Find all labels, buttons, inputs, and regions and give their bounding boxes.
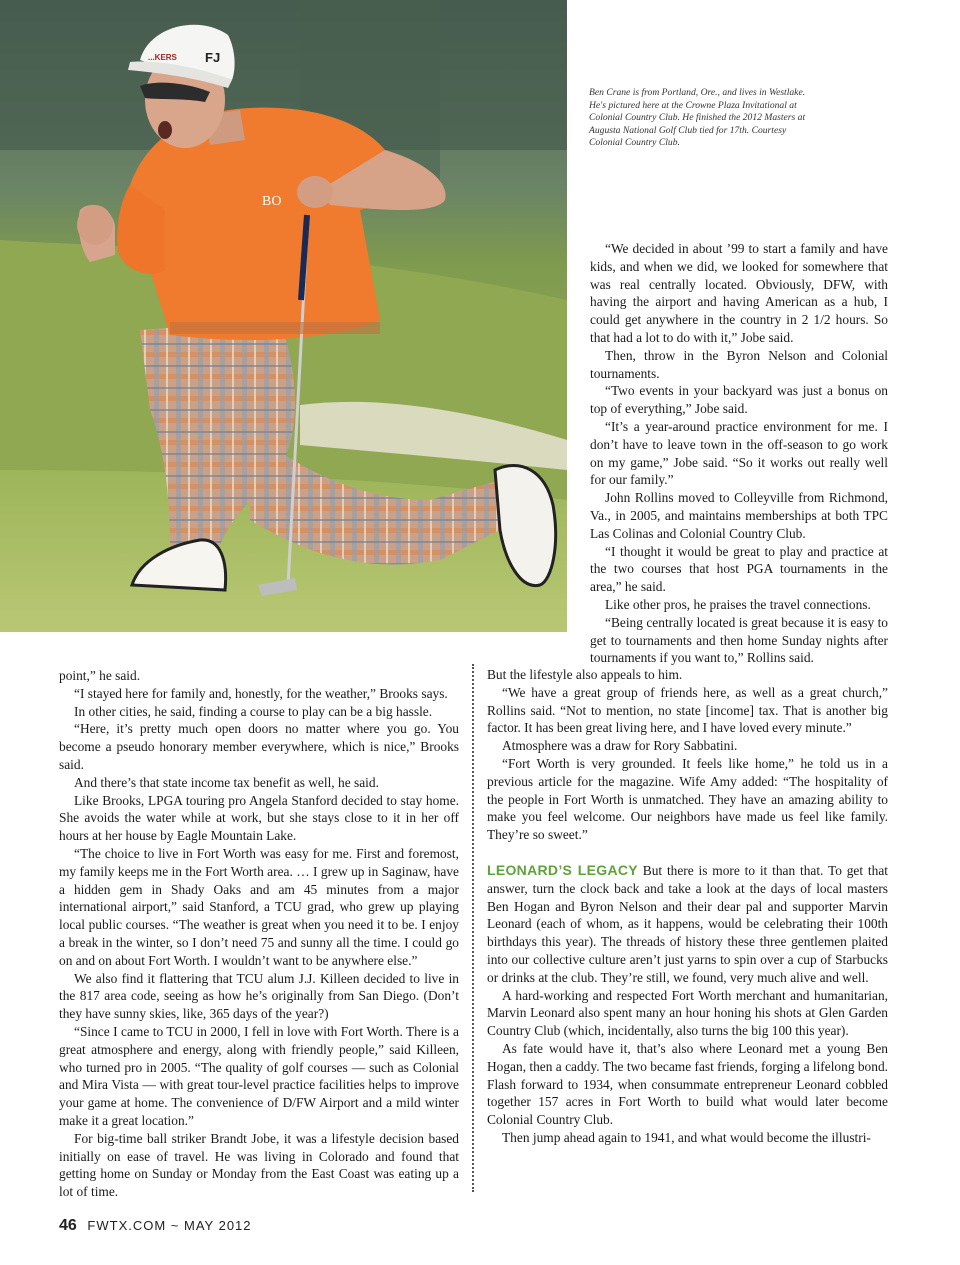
paragraph: We also find it flattering that TCU alum J.J. Killeen decided to live in the 817 area code, seeing as how he’s originally from San Diego. (Don’t they have sunny skies, like, 365 days of the year?) — [59, 970, 459, 1022]
paragraph: “We decided in about ’99 to start a family and have kids, and when we did, we looked for somewhere that was real centrally located. Obviously, DFW, with having the airport and having American as a hub, I could get anywhere in the country in 2 1/2 hours. So that had a lot to do with it,” Jobe said. — [590, 241, 888, 345]
right-column-top — [590, 240, 888, 667]
right-column-bottom — [487, 666, 888, 1147]
golfer-photo — [0, 0, 567, 632]
publication-line: FWTX.COM ~ MAY 2012 — [87, 1218, 252, 1233]
paragraph: “I thought it would be great to play and practice at the two courses that host PGA tournaments in the area,” he said. — [590, 543, 888, 595]
paragraph: And there’s that state income tax benefit as well, he said. — [74, 774, 379, 790]
paragraph: For big-time ball striker Brandt Jobe, it was a lifestyle decision based initially on ease of travel. He was living in Colorado and found that getting home on Sunday or Monday from the East Coast was eating up a lot of time. — [59, 1130, 459, 1200]
column-divider — [472, 664, 474, 1192]
paragraph: “Being centrally located is great because it is easy to get to tournaments and then home Sunday nights after tournaments if you want to,” Rollins said. — [590, 614, 888, 666]
paragraph: “It’s a year-around practice environment for me. I don’t have to leave town in the off-season to go work on my game,” Jobe said. “So it works out really well for our family.” — [590, 418, 888, 488]
photo-caption: Ben Crane is from Portland, Ore., and lives in Westlake. He's pictured here at the Crowne Plaza Invitational at Colonial Country Club. He finished the 2012 Masters at Augusta National Golf Club tied for 17th. Courtesy Colonial Country Club. — [589, 87, 806, 149]
section-lead-text: But there is more to it than that. To get that answer, turn the clock back and take a look at the days of local masters Ben Hogan and Byron Nelson and their dear pal and supporter Marvin Leonard (each of whom, as it happens, would be celebrating their 100th birthdays this year). The threads of history these three gentlemen plaited into our collective culture aren’t just yarns to spin over a cup of Starbucks or drinks at the club. They’re still, we found, very much alive and well. — [487, 862, 888, 985]
paragraph: As fate would have it, that’s also where Leonard met a young Ben Hogan, then a caddy. The two became fast friends, forging a lifelong bond. Flash forward to 1934, when consummate entrepreneur Leonard cobbled together 157 acres in Fort Worth to build what would later become Colonial Country Club. — [487, 1040, 888, 1128]
paragraph: “The choice to live in Fort Worth was easy for me. First and foremost, my family keeps me in the Fort Worth area. … I grew up in Saginaw, have a hidden gem in Shady Oaks and am 45 minutes from a major international airport,” said Stanford, a TCU grad, who grew up playing local public courses. “The weather is great when you need it to be. I enjoy a break in the winter, so I don’t need 75 and sunny all the time. I could go on and on about Fort Worth. I wouldn’t want to be anywhere else.” — [59, 845, 459, 968]
paragraph: point,” he said. — [59, 668, 141, 683]
paragraph: Like Brooks, LPGA touring pro Angela Stanford decided to stay home. She avoids the water while at work, but she stays close to it in her off hours at her house by Eagle Mountain Lake. — [59, 792, 459, 844]
paragraph: “Here, it’s pretty much open doors no matter where you go. You become a pseudo honorary member everywhere, which is nice,” Brooks said. — [59, 721, 459, 772]
shirt-logo-text: BO — [262, 194, 282, 209]
paragraph: John Rollins moved to Colleyville from Richmond, Va., in 2005, and maintains memberships at both TPC Las Colinas and Colonial Country Club. — [590, 490, 888, 541]
left-column — [59, 667, 459, 1201]
section-heading: LEONARD’S LEGACY — [487, 861, 638, 878]
paragraph: “I stayed here for family and, honestly, for the weather,” Brooks says. — [74, 685, 448, 701]
paragraph: In other cities, he said, finding a course to play can be a big hassle. — [74, 703, 433, 719]
paragraph: Like other pros, he praises the travel connections. — [605, 596, 871, 612]
paragraph: But the lifestyle also appeals to him. — [487, 667, 683, 682]
page-footer — [59, 1217, 252, 1235]
paragraph: “We have a great group of friends here, as well as a great church,” Rollins said. “Not to mention, no state [income] tax. That is another big factor. It has been great living here, and I have loved every minute.” — [487, 684, 888, 736]
cap-brand-text: ...KERS — [148, 53, 177, 62]
section-lead-paragraph — [487, 862, 888, 987]
page-number: 46 — [59, 1217, 77, 1234]
paragraph: “Fort Worth is very grounded. It feels like home,” he told us in a previous article for the magazine. Wife Amy added: “The hospitality of the people in Fort Worth is unmatched. They have an amazing ability to make you feel welcome. Our neighbors have made us feel like family. They’re so sweet.” — [487, 755, 888, 843]
paragraph: A hard-working and respected Fort Worth merchant and humanitarian, Marvin Leonard also spent many an hour honing his shots at Glen Garden Country Club (which, incidentally, also turns the big 100 this year). — [487, 987, 888, 1039]
paragraph: Then, throw in the Byron Nelson and Colonial tournaments. — [590, 347, 888, 381]
paragraph: Then jump ahead again to 1941, and what would become the illustri- — [502, 1129, 871, 1145]
paragraph: Atmosphere was a draw for Rory Sabbatini. — [502, 738, 738, 754]
cap-logo-text: FJ — [205, 50, 221, 65]
paragraph: “Since I came to TCU in 2000, I fell in love with Fort Worth. There is a great atmosphere and energy, along with friendly people,” said Killeen, who turned pro in 2005. “The quality of golf courses — such as Colonial and Mira Vista — with great tour-level practice facilities helps to improve your game at home. The convenience of D/FW Airport and a mild winter make it a great location.” — [59, 1023, 459, 1128]
paragraph: “Two events in your backyard was just a bonus on top of everything,” Jobe said. — [590, 383, 888, 417]
